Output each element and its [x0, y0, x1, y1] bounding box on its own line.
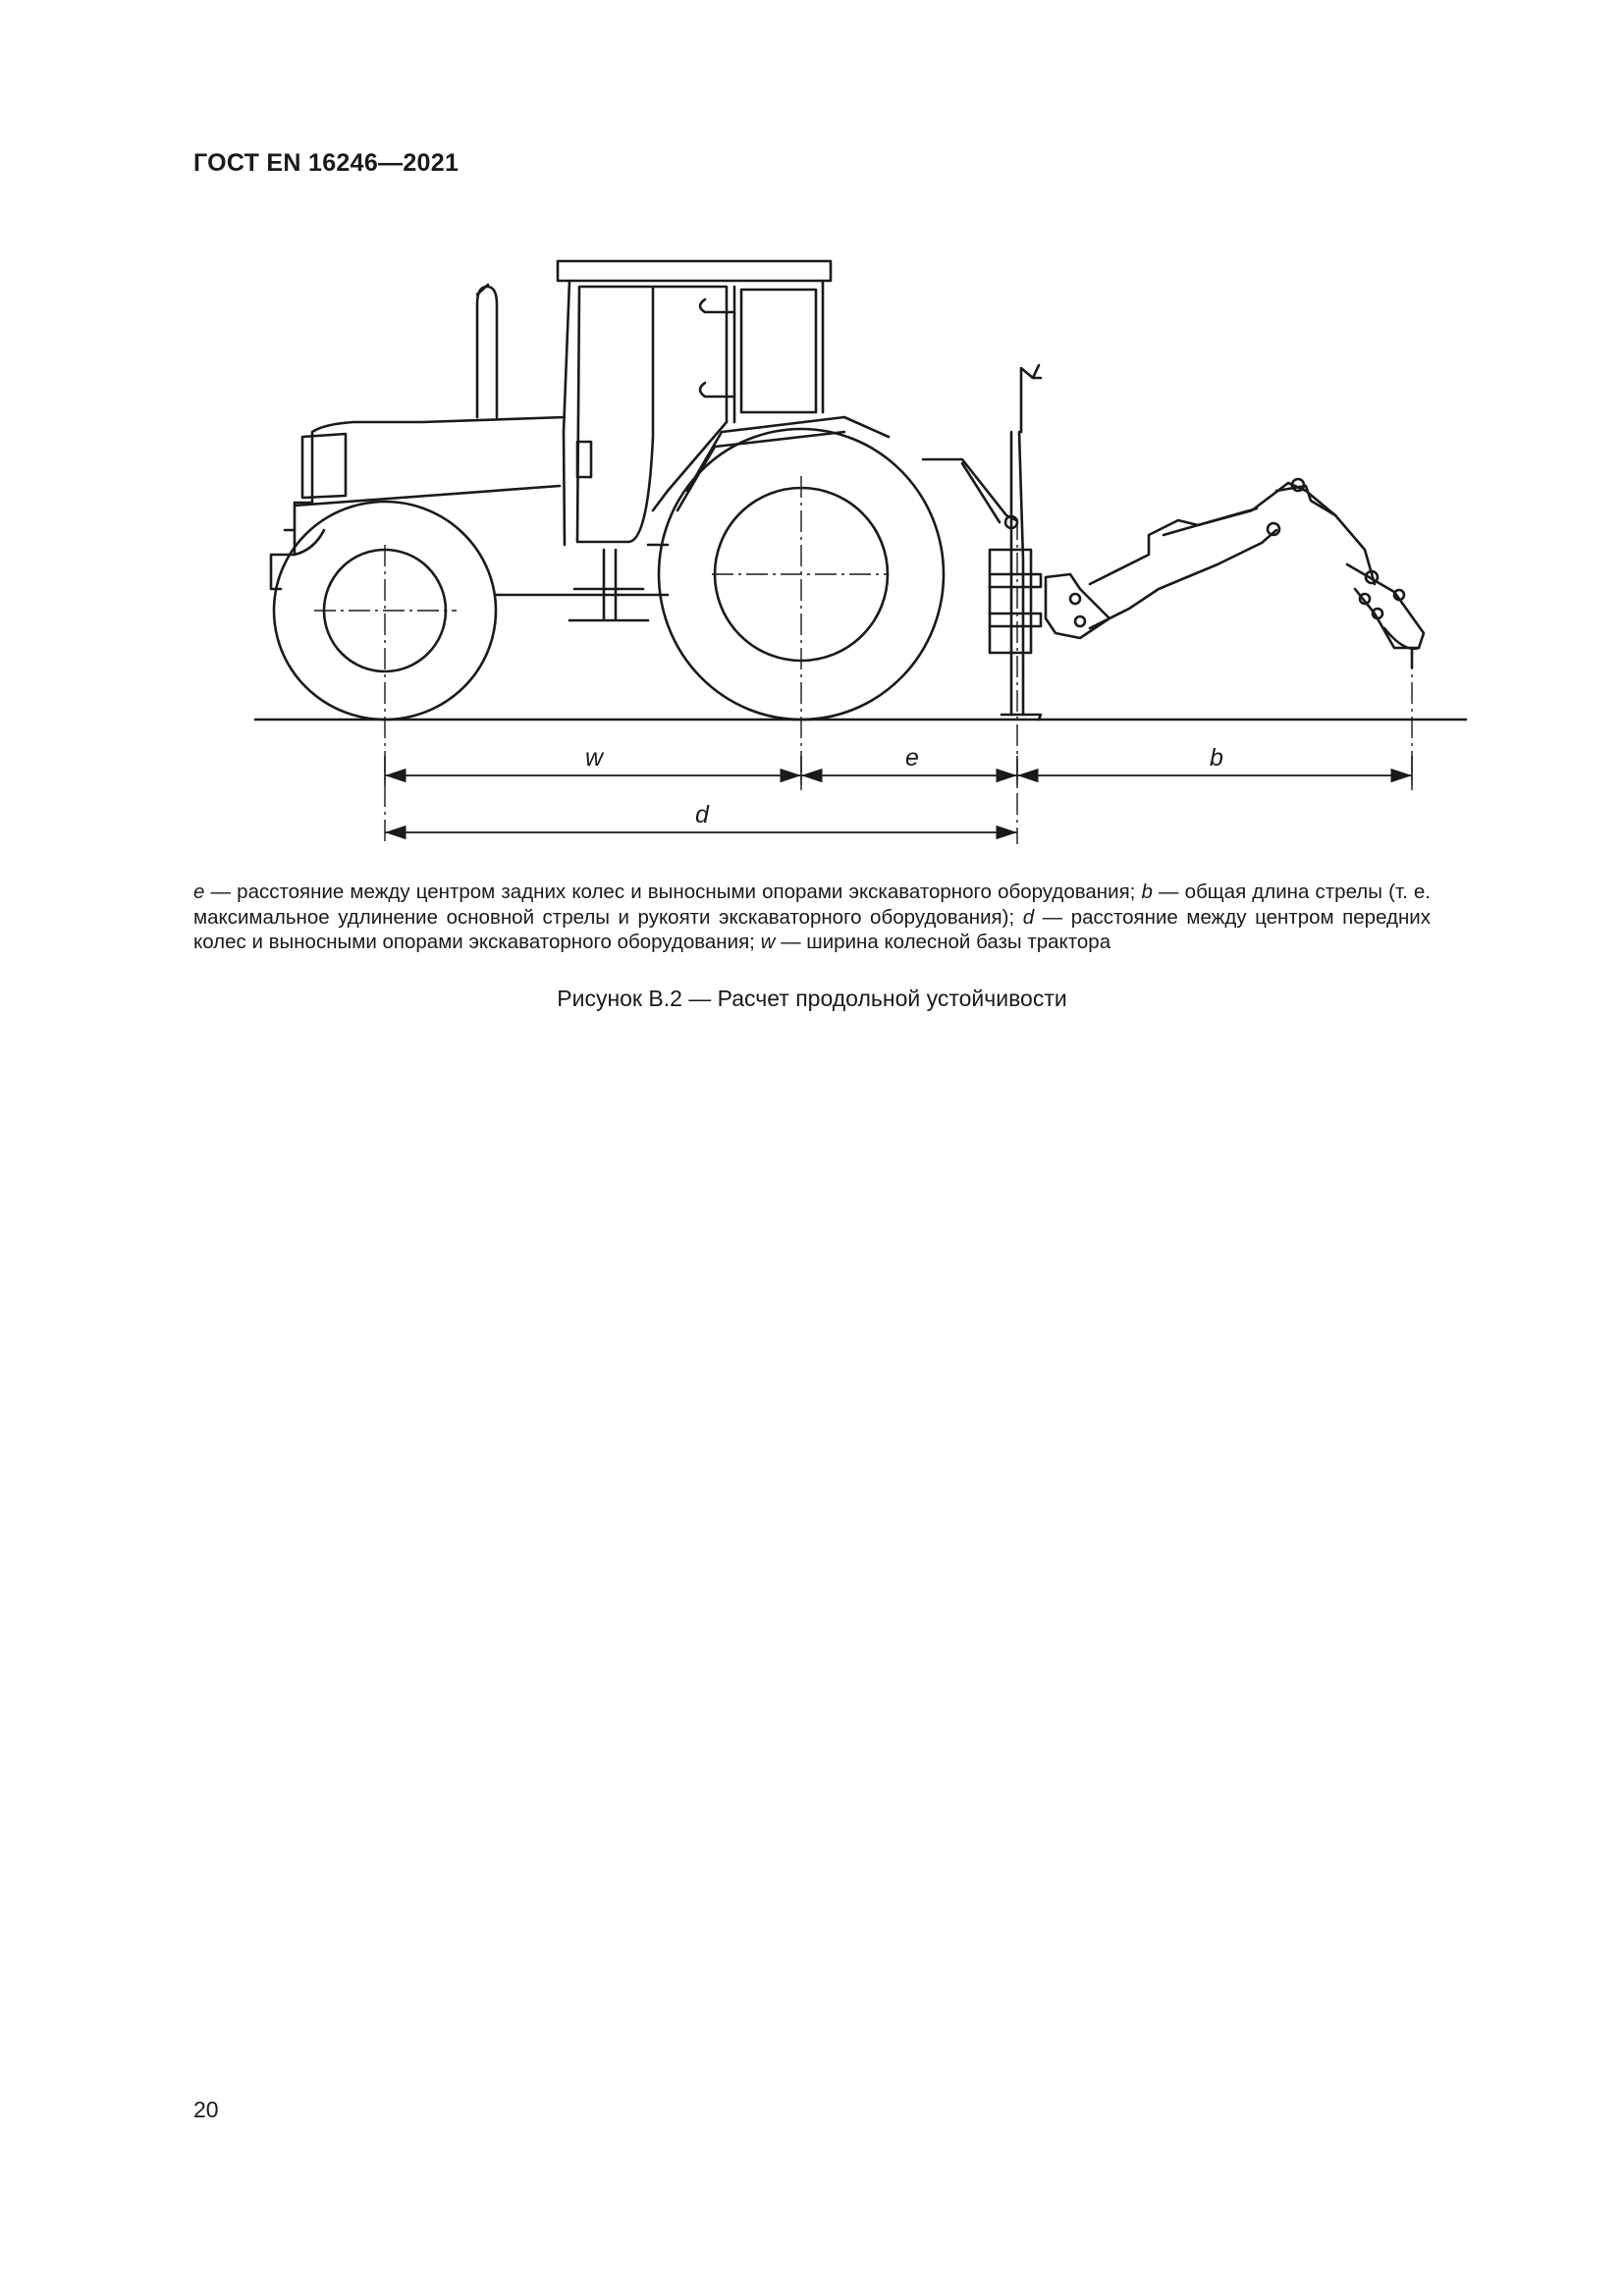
legend-d-text: — расстояние между центром передних колес и выносными опорами экскаваторного оборудования; [193, 905, 1432, 953]
document-header: ГОСТ EN 16246—2021 [193, 149, 460, 177]
label-w: w [585, 744, 604, 772]
figure-legend [193, 880, 1431, 955]
legend-e-symbol: e [193, 881, 205, 903]
figure-caption: Рисунок В.2 — Расчет продольной устойчивости [557, 986, 1067, 1011]
label-e: e [905, 744, 919, 772]
label-b: b [1210, 744, 1223, 772]
backhoe-arm [1046, 479, 1424, 667]
tractor-body [271, 285, 668, 620]
legend-b-text: — общая длина стрелы (т. е. максимальное удлинение основной стрелы и рукояти экскаваторного оборудования); [193, 881, 1431, 929]
page-number: 20 [193, 2097, 219, 2122]
legend-w-symbol: w [760, 931, 776, 953]
legend-w-text: — ширина колесной базы трактора [775, 931, 1111, 953]
label-d: d [695, 801, 709, 828]
legend-d-symbol: d [1022, 905, 1035, 929]
tractor-stability-figure [0, 0, 1624, 883]
legend-b-symbol: b [1141, 881, 1153, 903]
tractor-cab [558, 261, 889, 545]
legend-e-text: — расстояние между центром задних колес и выносными опорами экскаваторного оборудования; [204, 881, 1142, 903]
